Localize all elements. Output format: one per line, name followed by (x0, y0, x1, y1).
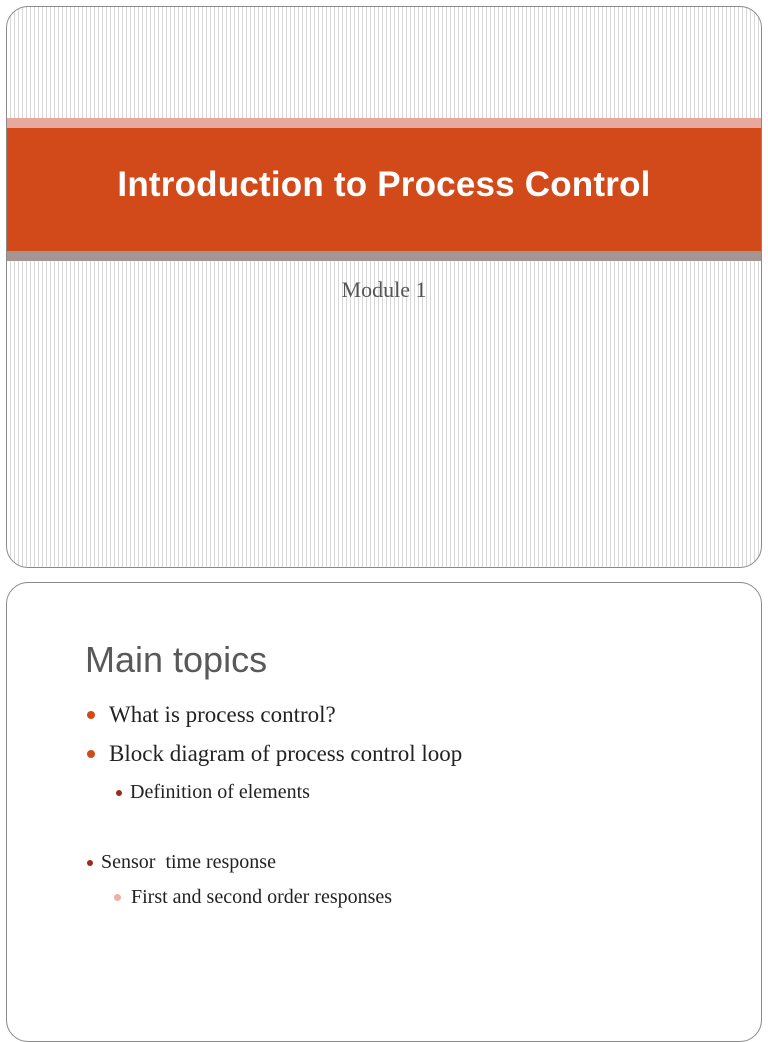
bullet-dot-icon (87, 750, 95, 758)
bullet-text: Definition of elements (130, 781, 310, 803)
title-band-bottom-stripe (7, 251, 761, 261)
title-band (7, 128, 761, 251)
title-slide (6, 6, 762, 568)
bullet-text: Block diagram of process control loop (109, 741, 463, 766)
title-band-top-stripe (7, 118, 761, 128)
bullet-item (87, 702, 336, 728)
bullet-dot-icon (116, 790, 122, 796)
sub-bullet-item (114, 886, 392, 909)
bullet-text: Sensor time response (101, 851, 276, 873)
bullet-item (87, 851, 276, 874)
bullet-text: What is process control? (109, 702, 336, 727)
bullet-dot-icon (114, 894, 121, 901)
bullet-item (87, 741, 462, 767)
section-heading: Main topics (85, 639, 268, 680)
slide-title: Introduction to Process Control (117, 164, 651, 204)
bullet-dot-icon (87, 711, 95, 719)
topics-slide (6, 582, 762, 1042)
bullet-text: First and second order responses (131, 886, 393, 908)
slide-subtitle: Module 1 (341, 277, 427, 302)
bullet-dot-icon (87, 860, 93, 866)
sub-bullet-item (116, 781, 310, 804)
